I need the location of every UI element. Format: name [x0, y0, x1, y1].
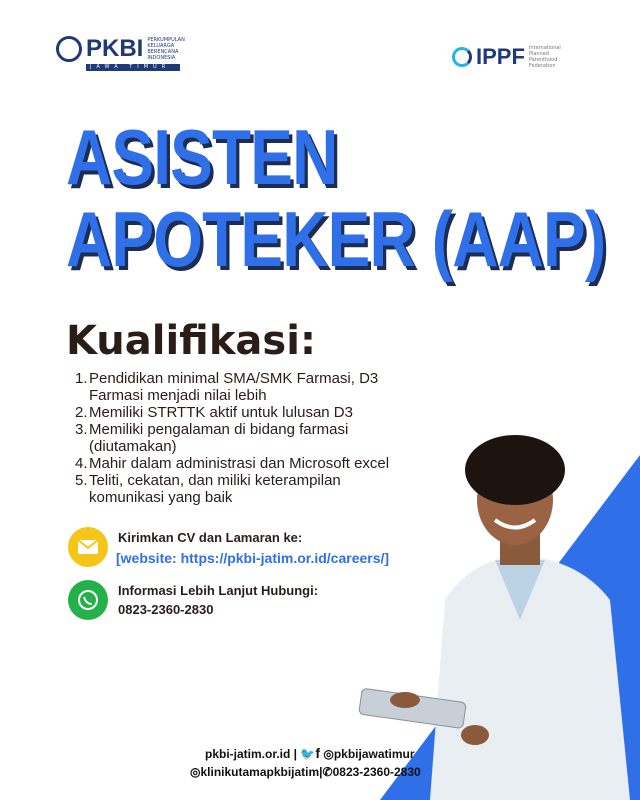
list-item: 2. Memiliki STRTTK aktif untuk lulusan D3 [75, 404, 353, 421]
twitter-icon[interactable]: 🐦 [300, 747, 316, 761]
pkbi-logo [56, 36, 191, 71]
list-item: 5. Teliti, cekatan, dan miliki keterampilan komunikasi yang baik [75, 472, 341, 506]
instagram-icon[interactable]: ◎ [190, 765, 201, 779]
pkbi-logo-row [56, 36, 191, 62]
ippf-subtitle: International Planned Parenthood Federation [528, 45, 561, 69]
title-line-1: ASISTEN [66, 113, 338, 201]
footer-social-2[interactable]: klinikutamapkbijatim| [200, 765, 323, 779]
title-line-2: APOTEKER (AAP) [66, 195, 606, 283]
footer-phone: 0823-2360-2830 [332, 765, 421, 779]
pkbi-subtitle: PERKUMPULAN KELUARGA BERENCANA INDONESIA [147, 37, 185, 61]
whatsapp-icon [68, 580, 108, 620]
list-item: 4. Mahir dalam administrasi dan Microsoft excel [75, 455, 390, 472]
phone-icon: ✆ [322, 765, 333, 779]
qualifications-heading: Kualifikasi: [66, 318, 316, 364]
footer [190, 744, 421, 781]
list-item: 1. Pendidikan minimal SMA/SMK Farmasi, D3 Farmasi menjadi nilai lebih [75, 370, 379, 404]
instagram-icon[interactable]: ◎ [323, 747, 334, 761]
footer-website[interactable]: pkbi-jatim.or.id | [205, 747, 298, 761]
careers-link[interactable]: [website: https://pkbi-jatim.or.id/careers/] [116, 550, 390, 566]
info-label: Informasi Lebih Lanjut Hubungi: [118, 583, 319, 598]
globe-icon [452, 47, 472, 67]
footer-social-1[interactable]: pkbijawatimur [333, 747, 415, 761]
cv-label: Kirimkan CV dan Lamaran ke: [118, 530, 303, 545]
list-item: 3. Memiliki pengalaman di bidang farmasi (diutamakan) [75, 421, 349, 455]
qualifications-list [75, 370, 475, 506]
contact-phone: 0823-2360-2830 [118, 602, 214, 617]
mail-icon [68, 527, 108, 567]
facebook-icon[interactable]: f [315, 745, 321, 761]
ippf-name: IPPF [476, 44, 525, 69]
pkbi-seal-icon [56, 36, 82, 62]
ippf-logo [452, 44, 579, 70]
pkbi-region: JAWA TIMUR [86, 64, 180, 71]
pkbi-name: PKBI [86, 35, 144, 62]
